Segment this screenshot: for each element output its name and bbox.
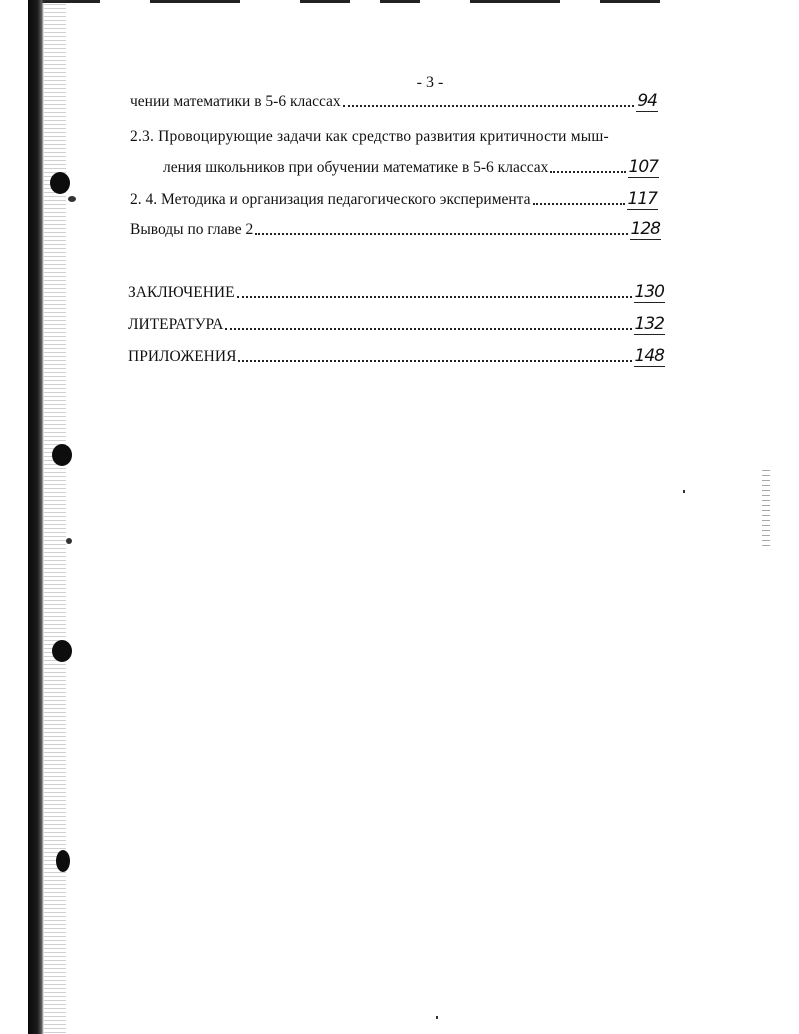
page-number: - 3 - (416, 74, 444, 91)
punch-hole (52, 640, 72, 662)
scan-noise (762, 470, 770, 550)
toc-page-number: 107 (628, 157, 658, 177)
toc-entry-title: Выводы по главе 2 (130, 221, 254, 238)
punch-hole (50, 172, 70, 194)
toc-dot-leader (533, 203, 625, 205)
scan-artifact (380, 0, 420, 3)
toc-entry-title: ЗАКЛЮЧЕНИЕ (128, 284, 235, 301)
toc-entry (128, 315, 665, 335)
toc-dot-leader (237, 296, 632, 298)
toc-entry-title: 2. 4. Методика и организация педагогического эксперимента (130, 191, 531, 208)
scan-speck (436, 1016, 438, 1019)
scan-speck (66, 538, 72, 544)
toc-page-number: 132 (634, 314, 664, 334)
toc-page-number: 117 (627, 189, 657, 209)
toc-page-number: 128 (630, 219, 660, 239)
scan-edge (28, 0, 44, 1034)
scan-artifact (150, 0, 240, 3)
toc-entry (130, 190, 658, 210)
toc-entry-title: 2.3. Провоцирующие задачи как средство развития критичности мыш- (130, 128, 609, 145)
toc-entry-title: чении математики в 5-6 классах (130, 93, 341, 110)
toc-dot-leader (550, 171, 625, 173)
scan-artifact (600, 0, 660, 3)
toc-page-number: 130 (634, 282, 664, 302)
toc-page-number: 94 (637, 91, 657, 111)
toc-dot-leader (255, 233, 627, 235)
scan-artifact (300, 0, 350, 3)
scan-speck (68, 196, 76, 202)
toc-entry (163, 158, 659, 178)
toc-dot-leader (343, 105, 635, 107)
toc-dot-leader (238, 360, 631, 362)
toc-entry (128, 347, 665, 367)
punch-hole (56, 850, 70, 872)
toc-entry-title: ПРИЛОЖЕНИЯ (128, 348, 237, 365)
scan-artifact (470, 0, 560, 3)
scan-speck (683, 490, 685, 493)
scan-noise (44, 0, 66, 1034)
punch-hole (52, 444, 72, 466)
toc-entry-title: ЛИТЕРАТУРА (128, 316, 224, 333)
toc-entry (130, 220, 661, 240)
toc-dot-leader (225, 328, 631, 330)
toc-entry (130, 92, 658, 112)
toc-entry-title: ления школьников при обучении математике в 5-6 классах (163, 159, 549, 176)
toc-page-number: 148 (634, 346, 664, 366)
toc-entry (128, 283, 665, 303)
